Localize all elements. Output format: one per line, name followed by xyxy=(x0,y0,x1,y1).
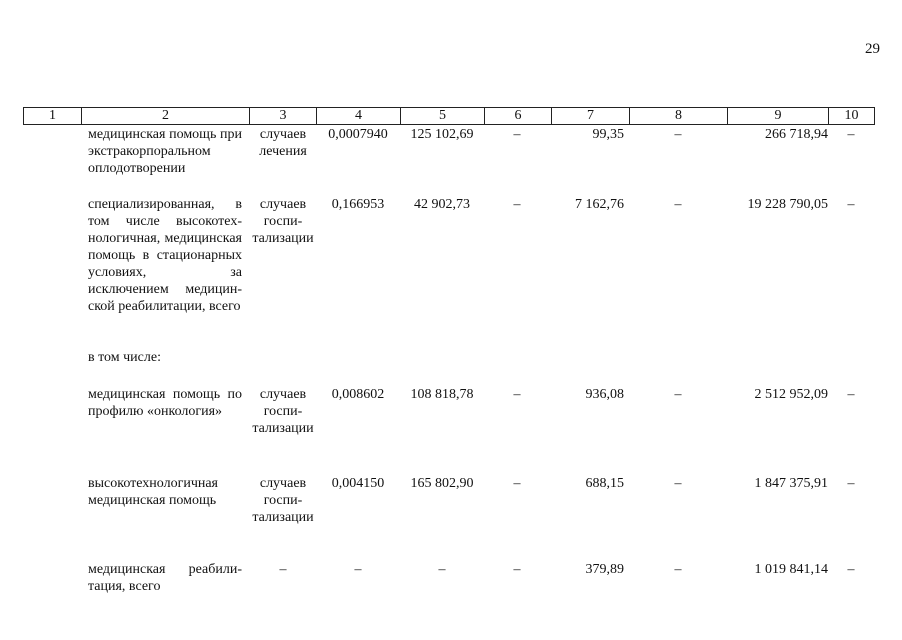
column-number: 10 xyxy=(829,108,875,125)
cell-col5: 108 818,78 xyxy=(410,387,474,402)
cell-col6: – xyxy=(513,562,521,577)
row-name: высокотехнологичная медицинская помощь xyxy=(88,476,218,508)
cell-col7: 688,15 xyxy=(585,476,624,491)
column-number: 4 xyxy=(317,108,401,125)
cell-col5: 165 802,90 xyxy=(410,476,474,491)
cell-col6: – xyxy=(513,476,521,491)
cell-col9: 266 718,94 xyxy=(765,127,828,142)
cell-col7: 7 162,76 xyxy=(575,197,624,212)
cell-col10: – xyxy=(847,387,855,402)
column-number: 1 xyxy=(24,108,82,125)
page-number: 29 xyxy=(865,41,880,57)
cell-col9: 2 512 952,09 xyxy=(754,387,828,402)
column-number: 7 xyxy=(552,108,630,125)
cell-col6: – xyxy=(513,197,521,212)
cell-col5: – xyxy=(438,562,446,577)
cell-col8: – xyxy=(674,476,682,491)
cell-col4: 0,0007940 xyxy=(328,127,388,142)
column-number-header xyxy=(23,107,875,125)
cell-col5: 42 902,73 xyxy=(414,197,470,212)
cell-col7: 99,35 xyxy=(592,127,624,142)
cell-col10: – xyxy=(847,127,855,142)
cell-col6: – xyxy=(513,127,521,142)
row-unit: случаев госпитализации xyxy=(252,476,314,525)
cell-col8: – xyxy=(674,127,682,142)
cell-col6: – xyxy=(513,387,521,402)
column-number: 6 xyxy=(485,108,552,125)
cell-col7: 379,89 xyxy=(585,562,624,577)
row-name: медицинская реабилитация, всего xyxy=(88,562,242,594)
column-number: 8 xyxy=(630,108,728,125)
cell-col9: 1 847 375,91 xyxy=(754,476,828,491)
column-number: 2 xyxy=(82,108,250,125)
row-name: специализированная, в том числе высокотехнологичная, медицинская помощь в стационарных условиях, за исключением медицинской реабилитации, всего xyxy=(88,197,242,314)
row-unit: – xyxy=(279,562,287,577)
cell-col10: – xyxy=(847,476,855,491)
subheading: в том числе: xyxy=(88,350,161,365)
row-unit: случаев лечения xyxy=(259,127,307,159)
cell-col8: – xyxy=(674,387,682,402)
cell-col8: – xyxy=(674,562,682,577)
row-unit: случаев госпитализации xyxy=(252,197,314,246)
row-name: медицинская помощь при экстракорпоральном оплодотворении xyxy=(88,127,242,176)
cell-col9: 19 228 790,05 xyxy=(747,197,828,212)
cell-col4: 0,166953 xyxy=(331,197,385,212)
cell-col10: – xyxy=(847,197,855,212)
cell-col4: 0,004150 xyxy=(331,476,385,491)
cell-col7: 936,08 xyxy=(585,387,624,402)
row-name: медицинская помощь по профилю «онкология» xyxy=(88,387,242,419)
cell-col8: – xyxy=(674,197,682,212)
column-number: 5 xyxy=(401,108,485,125)
cell-col5: 125 102,69 xyxy=(410,127,474,142)
column-number: 3 xyxy=(250,108,317,125)
cell-col9: 1 019 841,14 xyxy=(754,562,828,577)
row-unit: случаев госпитализации xyxy=(252,387,314,436)
cell-col10: – xyxy=(847,562,855,577)
column-number: 9 xyxy=(728,108,829,125)
cell-col4: 0,008602 xyxy=(331,387,385,402)
cell-col4: – xyxy=(354,562,362,577)
